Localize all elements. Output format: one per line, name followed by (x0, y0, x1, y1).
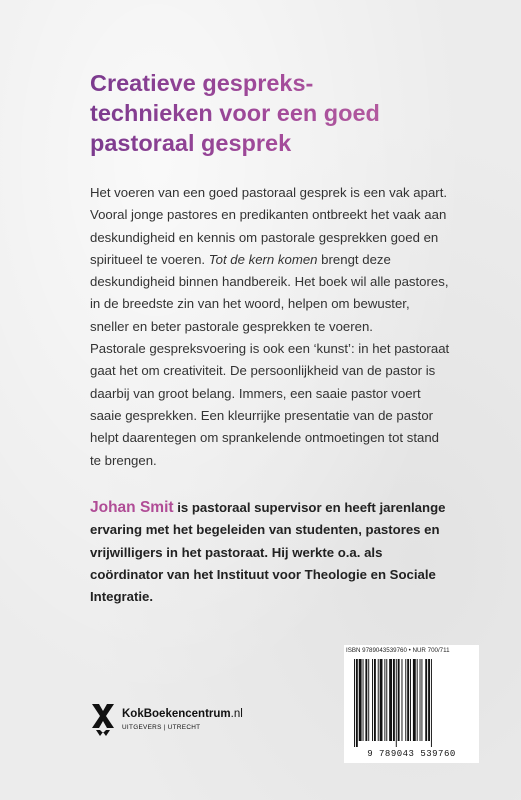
blurb-p1-text-b: brengt deze deskundigheid binnen handbereik. Het boek wil alle pastores, in de breedste zin van het woord, helpen om bewuster, sneller en beter pastorale gesprekken te voeren. (90, 251, 449, 334)
publisher-name-suffix: .nl (230, 708, 243, 720)
headline (90, 68, 490, 158)
author-bio (90, 497, 450, 608)
headline-line-1: Creatieve gespreks- (90, 70, 314, 96)
author-bio-text: is pastoraal supervisor en heeft jarenlange ervaring met het begeleiden van studenten, pastores en vrijwilligers in het pastoraat. Hij werkte o.a. als coördinator van het Instituut voor Theologie en Sociale Integratie. (90, 500, 446, 605)
blurb (90, 182, 450, 472)
blurb-p1-text-a: Het voeren van een goed pastoraal gesprek is een vak apart. Vooral jonge pastores en predikanten ontbreekt het vaak aan deskundigheid en kennis om pastorale gesprekken goed en spiritueel te voeren. (90, 185, 448, 267)
barcode-block (344, 645, 479, 763)
blurb-paragraph-2: Pastorale gespreksvoering is ook een ‘kunst’: in het pastoraat gaat het om creativiteit. De persoonlijkheid van de pastor is daarbij van groot belang. Immers, een saaie pastor voert saaie gesprekken. Een kleurrijke presentatie van de pastor helpt daarentegen om sprankelende ontmoetingen tot stand te brengen. (90, 341, 450, 468)
publisher-subtitle: UITGEVERS | UTRECHT (122, 724, 201, 731)
kok-logo-icon (90, 702, 116, 738)
barcode-icon (352, 659, 472, 747)
barcode-digits: 9 789043 539760 (367, 749, 456, 759)
headline-line-3: pastoraal gesprek (90, 130, 292, 156)
book-title-italic: Tot de kern komen (208, 251, 318, 267)
isbn-nur-line: ISBN 9789043539760 • NUR 700/711 (346, 647, 450, 654)
author-name: Johan Smit (90, 499, 174, 516)
blurb-paragraph-1 (90, 182, 450, 338)
publisher-name-bold: KokBoekencentrum (122, 708, 231, 720)
publisher-name (122, 708, 243, 720)
headline-line-2: technieken voor een goed (90, 100, 380, 126)
